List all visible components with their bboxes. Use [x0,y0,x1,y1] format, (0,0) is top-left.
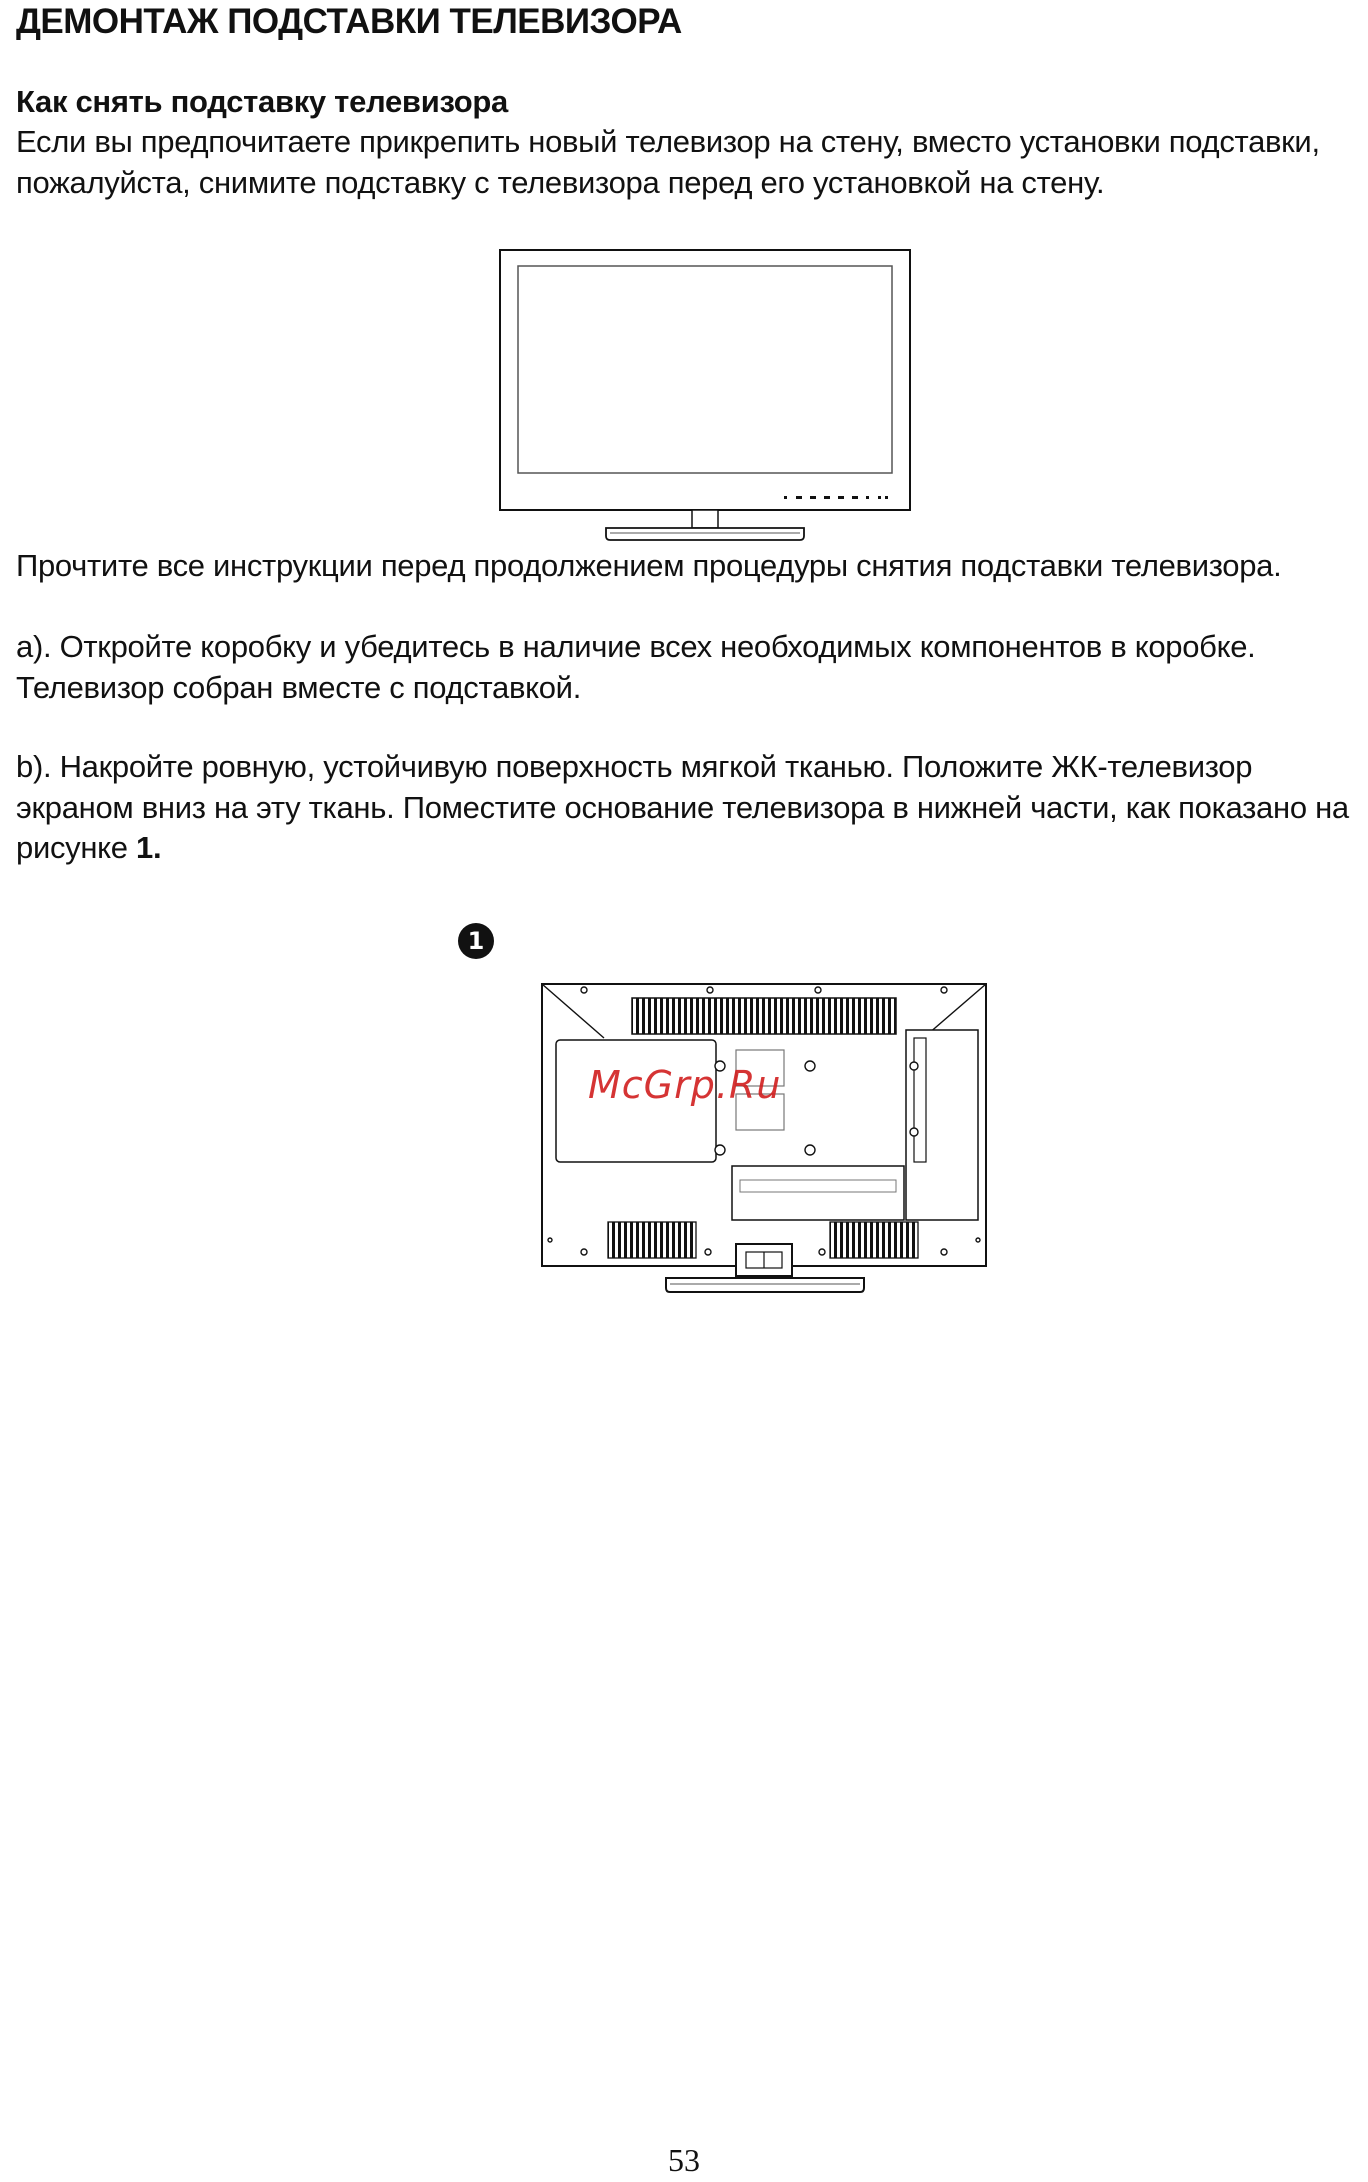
section-title: Как снять подставку телевизора [16,84,508,119]
tv-front-view-icon [498,248,922,548]
step-b-paragraph [16,747,1352,869]
step-b-figure-ref: 1. [136,830,162,865]
step-a-paragraph: а). Откройте коробку и убедитесь в наличие всех необходимых компонентов в коробке. Телевизор собран вместе с подставкой. [16,629,1256,705]
tv-back-view-icon [540,982,992,1302]
page-title: ДЕМОНТАЖ ПОДСТАВКИ ТЕЛЕВИЗОРА [16,2,682,41]
figure-number-badge: 1 [458,923,494,959]
instructions-intro-paragraph: Прочтите все инструкции перед продолжением процедуры снятия подставки телевизора. [16,548,1282,583]
step-b-text: b). Накройте ровную, устойчивую поверхность мягкой тканью. Положите ЖК-телевизор экраном вниз на эту ткань. Поместите основание телевизора в нижней части, как показано на рисунке [16,749,1349,865]
watermark-text: McGrp.Ru [588,1063,782,1107]
intro-paragraph: Если вы предпочитаете прикрепить новый телевизор на стену, вместо установки подставки, пожалуйста, снимите подставку с телевизора перед его установкой на стену. [16,124,1320,200]
page-number: 53 [668,2142,700,2178]
